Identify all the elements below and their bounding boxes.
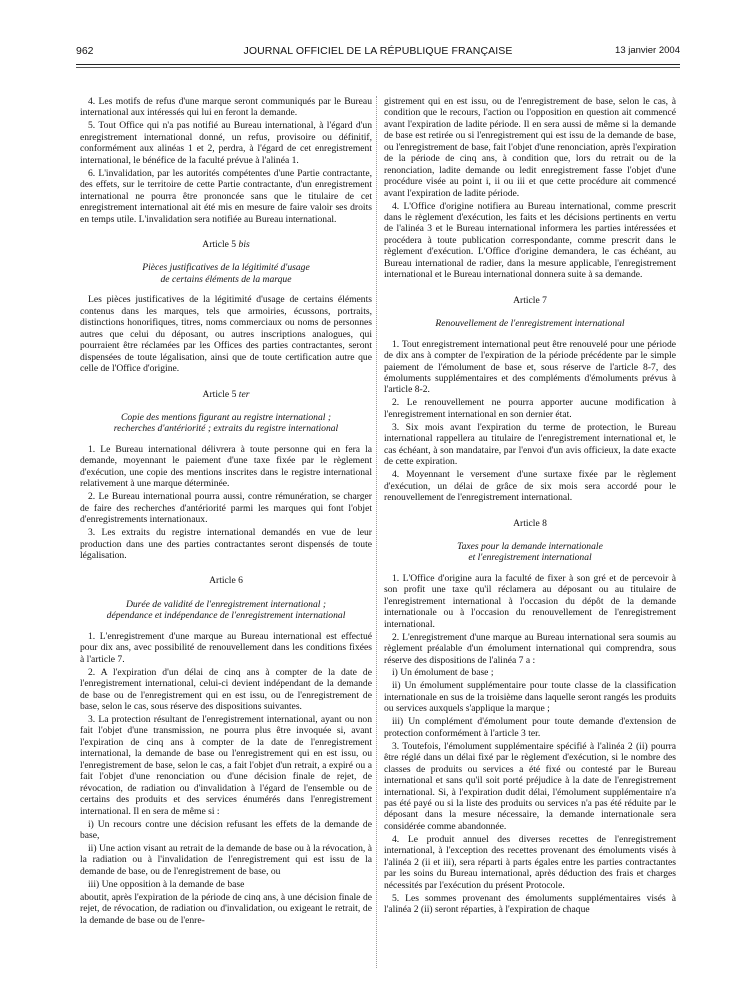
paragraph: 2. Le renouvellement ne pourra apporter aucune modification à l'enregistrement international en son dernier état. (384, 397, 676, 420)
paragraph: 4. Les motifs de refus d'une marque seront communiqués par le Bureau international aux intéressés qui lui en feront la demande. (80, 96, 372, 119)
paragraph: 3. La protection résultant de l'enregistrement international, ayant ou non fait l'objet d'une transmission, ne pourra plus être invoquée si, avant l'expiration de cinq ans à compter de la date de l'enregistrement international, la demande de base ou l'enregistrement qui en est issu, ou l'enregistrement de base, selon le cas, a fait l'objet d'un retrait, a expiré ou a fait l'objet d'une renonciation ou d'une décision finale de rejet, de révocation, de radiation ou d'invalidation à l'égard de l'ensemble ou de certains des produits et des services énumérés dans l'enregistrement international. Il en sera de même si : (80, 713, 372, 817)
header-rule (76, 64, 680, 65)
paragraph: 3. Les extraits du registre international demandés en vue de leur production dans une des parties contractantes seront dispensés de toute légalisation. (80, 527, 372, 561)
paragraph: gistrement qui en est issu, ou de l'enregistrement de base, selon le cas, à condition que le recours, l'action ou l'opposition en question ait commencé avant l'expiration de ladite période. Il en sera aussi de même si la demande de base est retirée ou si l'enregistrement qui est issu de la demande de base, ou l'enregistrement de base, fait l'objet d'une renonciation, après l'expiration de la période de cinq ans, à condition que, lors du retrait ou de la renonciation, ladite demande ou ledit enregistrement fasse l'objet d'une procédure visée au point i, ii ou iii et que cette procédure ait commencé avant l'expiration de ladite période. (384, 96, 676, 199)
paragraph: 1. Tout enregistrement international peut être renouvelé pour une période de dix ans à compter de l'expiration de la période précédente par le simple paiement de l'émolument de base et, sous réserve de l'article 8-7, des émoluments supplémentaires et des compléments d'émoluments prévus à l'article 8-2. (384, 338, 676, 396)
article-heading: Article 5 bis (202, 238, 250, 250)
article-title: Durée de validité de l'enregistrement international ; dépendance et indépendance de l'enregistrement international (106, 598, 346, 622)
article-heading: Article 5 ter (202, 388, 250, 400)
paragraph: 5. Les sommes provenant des émoluments supplémentaires visés à l'alinéa 2 (ii) seront réparties, à l'expiration de chaque (384, 892, 676, 916)
article-title: Pièces justificatives de la légitimité d'usage de certains éléments de la marque (142, 262, 310, 285)
article-title: Taxes pour la demande internationale et l'enregistrement international (457, 540, 603, 564)
list-item: ii) Une action visant au retrait de la demande de base ou à la révocation, à la radiation ou à l'invalidation de l'enregistrement qui est issu de la demande de base, ou de l'enregistrement de base, ou (80, 842, 372, 877)
header-rule-thin (76, 67, 680, 68)
article-heading: Article 8 (513, 517, 547, 529)
article-title: Renouvellement de l'enregistrement international (435, 318, 625, 330)
paragraph: 4. Le produit annuel des diverses recettes de l'enregistrement international, à l'exception des recettes provenant des émoluments visés à l'alinéa 2 (ii et iii), sera réparti à parts égales entre les parties contractantes par les soins du Bureau international, après déduction des frais et charges nécessités par l'exécution du présent Protocole. (384, 833, 676, 891)
paragraph: Les pièces justificatives de la légitimité d'usage de certains éléments contenus dans les marques, tels que armoiries, écussons, portraits, distinctions honorifiques, titres, noms commerciaux ou noms de personnes autres que celui du déposant, ou autres inscriptions analogues, qui pourraient être réclamées par les Offices des parties contractantes, seront dispensées de toute légalisation, ainsi que de toute certification autre que celle de l'Office d'origine. (80, 294, 372, 375)
paragraph: 2. Le Bureau international pourra aussi, contre rémunération, se charger de faire des recherches d'antériorité parmi les marques qui font l'objet d'enregistrements internationaux. (80, 491, 372, 526)
paragraph: 4. L'Office d'origine notifiera au Bureau international, comme prescrit dans le règlement d'exécution, les faits et les décisions pertinents en vertu de l'alinéa 3 et le Bureau international informera les parties intéressées et procédera à toute publication correspondante, comme prescrit dans le règlement d'exécution. L'Office d'origine demandera, le cas échéant, au Bureau international de radier, dans la mesure applicable, l'enregistrement international et le Bureau international donnera suite à sa demande. (384, 200, 676, 281)
paragraph: 2. A l'expiration d'un délai de cinq ans à compter de la date de l'enregistrement international, celui-ci devient indépendant de la demande de base ou de l'enregistrement qui en est issu, ou de l'enregistrement de base, selon le cas, sous réserve des dispositions suivantes. (80, 666, 372, 712)
paragraph: 4. Moyennant le versement d'une surtaxe fixée par le règlement d'exécution, un délai de grâce de six mois sera accordé pour le renouvellement de l'enregistrement international. (384, 469, 676, 504)
left-column (80, 96, 372, 976)
paragraph: 2. L'enregistrement d'une marque au Bureau international sera soumis au règlement préalable d'un émolument international qui comprendra, sous réserve des dispositions de l'alinéa 7 a : (384, 631, 676, 666)
paragraph: aboutit, après l'expiration de la période de cinq ans, à une décision finale de rejet, de révocation, de radiation ou d'invalidation, ou exigeant le retrait, de la demande de base ou de l'enre- (80, 891, 372, 926)
article-heading: Article 6 (209, 575, 243, 587)
journal-title: JOURNAL OFFICIEL DE LA RÉPUBLIQUE FRANÇAISE (243, 45, 513, 57)
list-item: i) Un émolument de base ; (392, 667, 494, 679)
list-item: ii) Un émolument supplémentaire pour toute classe de la classification internationale en sus de la troisième dans laquelle seront rangés les produits ou services auxquels s'applique la marque ; (384, 680, 676, 715)
paragraph: 6. L'invalidation, par les autorités compétentes d'une Partie contractante, des effets, sur le territoire de cette Partie contractante, d'un enregistrement international ne pourra être prononcée sans que le titulaire de cet enregistrement international ait été mis en mesure de faire valoir ses droits en temps utile. L'invalidation sera notifiée au Bureau international. (80, 167, 372, 225)
list-item: i) Un recours contre une décision refusant les effets de la demande de base, (80, 818, 372, 841)
article-heading: Article 7 (513, 294, 547, 306)
list-item: iii) Un complément d'émolument pour toute demande d'extension de protection conformément à l'article 3 ter. (384, 716, 676, 739)
paragraph: 5. Tout Office qui n'a pas notifié au Bureau international, à l'égard d'un enregistrement international donné, un refus, provisoire ou définitif, conformément aux alinéas 1 et 2, perdra, à l'égard de cet enregistrement international, le bénéfice de la faculté prévue à l'alinéa 1. (80, 120, 372, 166)
paragraph: 3. Six mois avant l'expiration du terme de protection, le Bureau international rappellera au titulaire de l'enregistrement international et, le cas échéant, à son mandataire, par l'envoi d'un avis officieux, la date exacte de cette expiration. (384, 421, 676, 468)
right-column (384, 96, 676, 976)
issue-date: 13 janvier 2004 (615, 45, 680, 56)
list-item: iii) Une opposition à la demande de base (88, 878, 245, 890)
paragraph: 1. L'enregistrement d'une marque au Bureau international est effectué pour dix ans, avec possibilité de renouvellement dans les conditions fixées à l'article 7. (80, 630, 372, 665)
paragraph: 1. L'Office d'origine aura la faculté de fixer à son gré et de percevoir à son profit une taxe qu'il réclamera au déposant ou au titulaire de l'enregistrement international à l'occasion du dépôt de la demande internationale ou à l'occasion du renouvellement de l'enregistrement international. (384, 572, 676, 630)
page-number: 962 (76, 45, 94, 57)
paragraph: 3. Toutefois, l'émolument supplémentaire spécifié à l'alinéa 2 (ii) pourra être réglé dans un délai fixé par le règlement d'exécution, si le nombre des classes de produits ou services a été fixé ou contesté par le Bureau international et sans qu'il soit porté préjudice à la date de l'enregistrement international. Si, à l'expiration dudit délai, l'émolument supplémentaire n'a pas été payé ou si la liste des produits ou services n'a pas été réduite par le déposant dans la mesure nécessaire, la demande internationale sera considérée comme abandonnée. (384, 740, 676, 832)
article-title: Copie des mentions figurant au registre international ; recherches d'antériorité ; extraits du registre international (113, 411, 339, 435)
page-header (76, 45, 680, 61)
paragraph: 1. Le Bureau international délivrera à toute personne qui en fera la demande, moyennant le paiement d'une taxe fixée par le règlement d'exécution, une copie des mentions inscrites dans le registre international relativement à une marque déterminée. (80, 443, 372, 490)
column-divider (376, 96, 377, 968)
